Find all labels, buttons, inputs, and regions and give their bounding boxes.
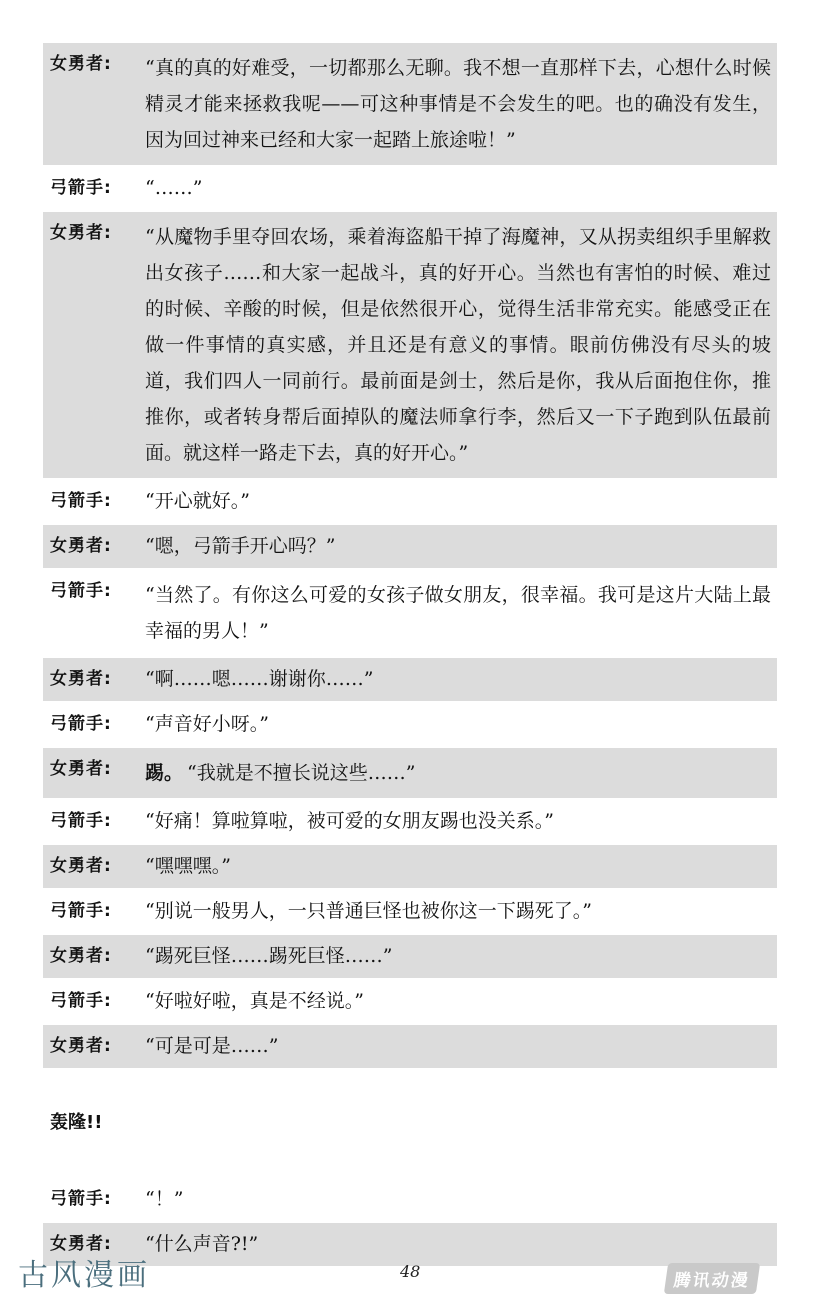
quote-text: “！” <box>145 1188 184 1210</box>
speech-text <box>145 487 777 516</box>
speech-text <box>145 710 777 739</box>
watermark-logo-left: 古风漫画 <box>18 1258 150 1293</box>
speech-text <box>145 852 777 881</box>
speaker-label: 女勇者: <box>50 946 112 966</box>
action-text: 踢。 <box>145 762 184 784</box>
speech-text <box>145 577 777 649</box>
speaker-label: 女勇者: <box>50 536 112 556</box>
dialogue-line <box>43 167 777 210</box>
speech-text <box>145 50 777 158</box>
quote-text: “别说一般男人，一只普通巨怪也被你这一下踢死了。” <box>145 900 592 922</box>
page-number: 48 <box>400 1262 421 1281</box>
dialogue-line <box>43 748 777 798</box>
speaker-label: 女勇者: <box>50 54 112 74</box>
speaker-label: 弓箭手: <box>50 581 112 601</box>
speech-text <box>145 755 777 791</box>
speaker-label: 女勇者: <box>50 856 112 876</box>
speech-text <box>145 897 777 926</box>
dialogue-line <box>43 800 777 843</box>
speech-text <box>145 1185 777 1214</box>
speaker-label: 女勇者: <box>50 223 112 243</box>
quote-text: “……” <box>145 177 203 199</box>
quote-text: “嘿嘿嘿。” <box>145 855 231 877</box>
dialogue-line <box>43 480 777 523</box>
dialogue-line <box>43 935 777 978</box>
quote-text: “从魔物手里夺回农场，乘着海盗船干掉了海魔神，又从拐卖组织手里解救出女孩子……和大家一起战斗，真的好开心。当然也有害怕的时候、难过的时候、辛酸的时候，但是依然很开心，觉得生活非常充实。能感受正在做一件事情的真实感，并且还是有意义的事情。眼前仿佛没有尽头的坡道，我们四人一同前行。最前面是剑士，然后是你，我从后面抱住你，推推你，或者转身帮后面掉队的魔法师拿行李，然后又一下子跑到队伍最前面。就这样一路走下去，真的好开心。” <box>145 226 771 464</box>
dialogue-line <box>43 43 777 165</box>
quote-text: “真的真的好难受，一切都那么无聊。我不想一直那样下去，心想什么时候精灵才能来拯救我呢——可这种事情是不会发生的吧。也的确没有发生，因为回过神来已经和大家一起踏上旅途啦！” <box>145 57 771 151</box>
sound-effect: 轰隆!! <box>50 1112 103 1133</box>
dialogue-line <box>43 1178 777 1221</box>
speaker-label: 女勇者: <box>50 1036 112 1056</box>
dialogue-block-2 <box>43 1178 777 1266</box>
dialogue-line <box>43 980 777 1023</box>
dialogue-line <box>43 703 777 746</box>
dialogue-line <box>43 845 777 888</box>
speaker-label: 女勇者: <box>50 1234 112 1254</box>
dialogue-block-1 <box>43 43 777 1068</box>
speaker-label: 弓箭手: <box>50 1189 112 1209</box>
quote-text: “什么声音?!” <box>145 1233 259 1255</box>
dialogue-line <box>43 658 777 701</box>
speaker-label: 弓箭手: <box>50 178 112 198</box>
quote-text: “当然了。有你这么可爱的女孩子做女朋友，很幸福。我可是这片大陆上最幸福的男人！” <box>145 584 771 642</box>
speaker-label: 弓箭手: <box>50 491 112 511</box>
quote-text: “好啦好啦，真是不经说。” <box>145 990 364 1012</box>
quote-text: “可是可是……” <box>145 1035 279 1057</box>
speech-text <box>145 1230 777 1259</box>
watermark-logo-right: 腾讯动漫 <box>664 1263 760 1294</box>
speech-text <box>145 987 777 1016</box>
dialogue-line <box>43 1223 777 1266</box>
speaker-label: 弓箭手: <box>50 811 112 831</box>
speaker-label: 女勇者: <box>50 759 112 779</box>
speaker-label: 弓箭手: <box>50 714 112 734</box>
speech-text <box>145 807 777 836</box>
speech-text <box>145 1032 777 1061</box>
dialogue-line <box>43 570 777 656</box>
speech-text <box>145 174 777 203</box>
speech-text <box>145 532 777 561</box>
quote-text: “开心就好。” <box>145 490 250 512</box>
quote-text: “啊……嗯……谢谢你……” <box>145 668 374 690</box>
quote-text: “嗯，弓箭手开心吗？” <box>145 535 336 557</box>
quote-text: “我就是不擅长说这些……” <box>187 762 416 784</box>
speech-text <box>145 219 777 471</box>
quote-text: “声音好小呀。” <box>145 713 269 735</box>
speaker-label: 弓箭手: <box>50 991 112 1011</box>
quote-text: “好痛！算啦算啦，被可爱的女朋友踢也没关系。” <box>145 810 554 832</box>
dialogue-line <box>43 212 777 478</box>
quote-text: “踢死巨怪……踢死巨怪……” <box>145 945 393 967</box>
dialogue-line <box>43 525 777 568</box>
speech-text <box>145 942 777 971</box>
speaker-label: 弓箭手: <box>50 901 112 921</box>
dialogue-line <box>43 1025 777 1068</box>
speaker-label: 女勇者: <box>50 669 112 689</box>
speech-text <box>145 665 777 694</box>
dialogue-line <box>43 890 777 933</box>
